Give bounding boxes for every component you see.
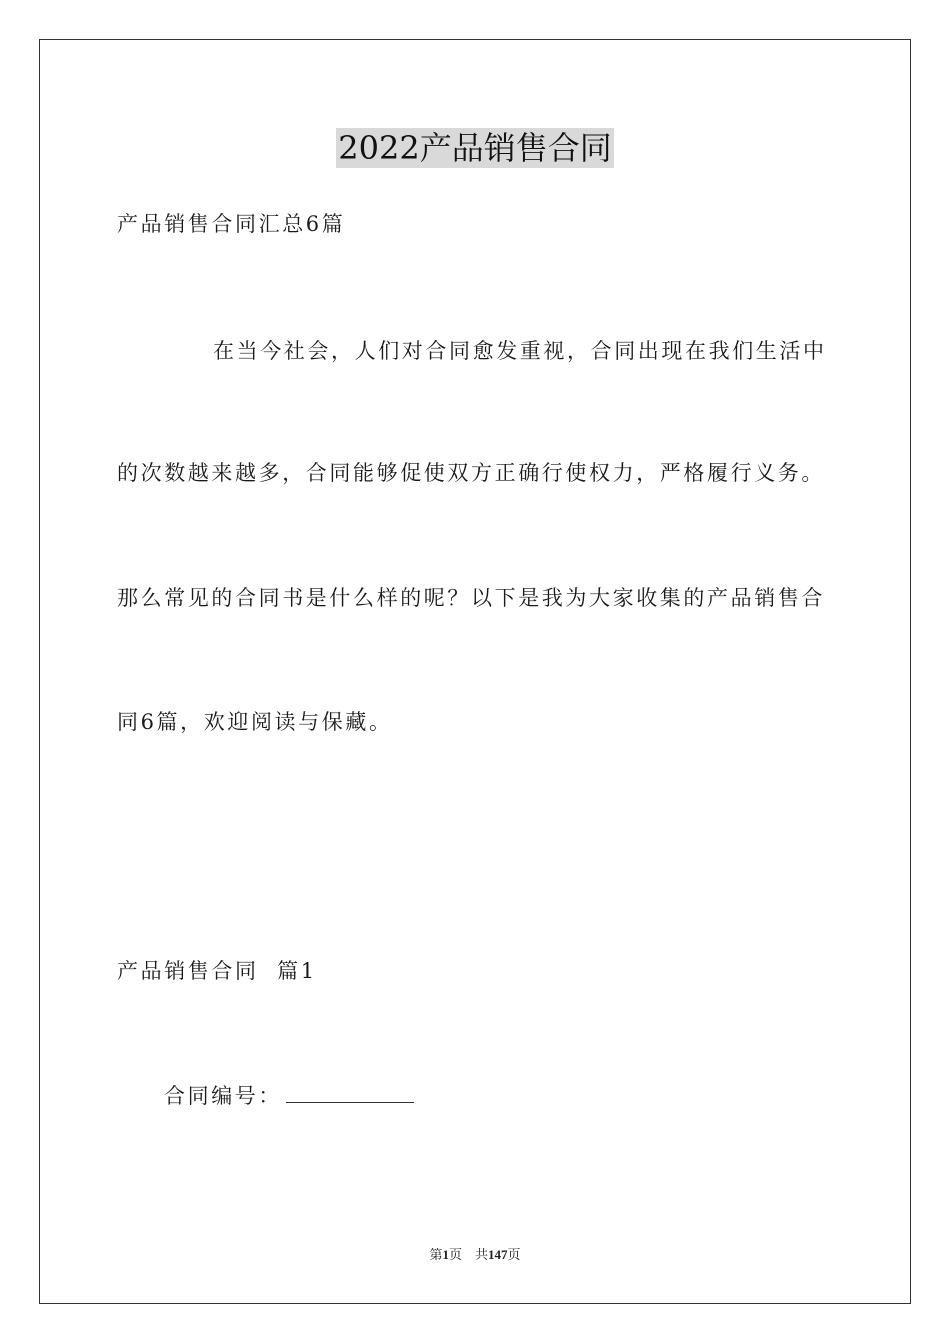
title-container [0, 128, 950, 168]
footer-page-suffix: 页 [507, 1247, 521, 1262]
document-title: 2022产品销售合同 [338, 129, 612, 167]
section-heading: 产品销售合同 篇1 [117, 959, 317, 983]
paragraph-line-3: 那么常见的合同书是什么样的呢？以下是我为大家收集的产品销售合 [117, 586, 825, 610]
footer-page-prefix: 第 [429, 1247, 443, 1262]
contract-number-row [164, 1082, 414, 1110]
footer-page-current: 1 [442, 1247, 449, 1262]
document-subtitle: 产品销售合同汇总6篇 [117, 212, 346, 236]
footer-page-mid: 页 共 [448, 1247, 488, 1262]
paragraph-line-4: 同6篇，欢迎阅读与保藏。 [117, 710, 393, 734]
paragraph-line-1: 在当今社会，人们对合同愈发重视，合同出现在我们生活中 [213, 339, 827, 363]
contract-number-blank [286, 1084, 414, 1103]
contract-number-label: 合同编号： [164, 1084, 282, 1108]
page-footer [0, 1246, 950, 1264]
footer-page-total: 147 [488, 1247, 508, 1262]
paragraph-line-2: 的次数越来越多，合同能够促使双方正确行使权力，严格履行义务。 [117, 461, 825, 485]
